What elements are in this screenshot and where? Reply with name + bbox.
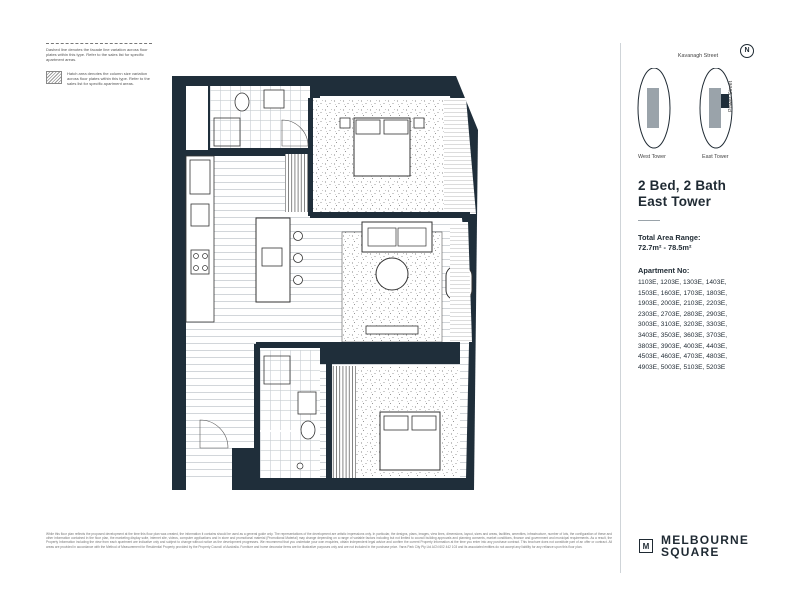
apartment-line: 4903E, 5003E, 5103E, 5203E [638, 363, 726, 371]
vanity-1 [264, 90, 284, 108]
sofa-cushion-b [398, 228, 426, 246]
coffee-table [376, 258, 408, 290]
north-arrow [740, 44, 754, 58]
east-tower-label: East Tower [702, 154, 729, 160]
facade-legend-text: Dashed line denotes the facade line variation across floor plates within this type. Refer to the sales list for specific apartment areas. [46, 47, 148, 62]
north-arrow-icon: N [744, 47, 750, 54]
area-label: Total Area Range: [638, 233, 701, 242]
west-tower-core [647, 88, 659, 128]
side-table-1a [340, 118, 350, 128]
logo-mark-icon: M [639, 539, 653, 553]
apartment-line: 3803E, 3903E, 4003E, 4403E, [638, 342, 728, 350]
island-sink [262, 248, 282, 266]
fridge [190, 160, 210, 194]
area-value: 72.7m² - 78.5m² [638, 243, 692, 252]
apartment-line: 1503E, 1603E, 1703E, 1803E, [638, 289, 728, 297]
key-plan [632, 44, 762, 172]
bed-2-pillow-a [384, 416, 408, 430]
apartment-line: 1103E, 1203E, 1303E, 1403E, [638, 279, 727, 286]
east-tower-core [709, 88, 721, 128]
brand-line1: MELBOURNE [661, 533, 750, 547]
unit-info [638, 178, 788, 373]
bedroom-1-side-wall [308, 98, 313, 216]
brand-line2: SQUARE [661, 545, 720, 559]
bath-2-vanity [298, 392, 316, 414]
ensuite-door-area [186, 86, 208, 150]
bathroom-1-wall [208, 148, 312, 154]
power-street-label: Power Street [728, 80, 734, 112]
street-top-label: Kavanagh Street [677, 53, 719, 59]
stool-3 [294, 276, 303, 285]
apartment-line: 4503E, 4603E, 4703E, 4803E, [638, 353, 728, 361]
bedroom-2-wall-2 [320, 342, 460, 364]
brand-logo [639, 534, 749, 558]
stool-2 [294, 254, 303, 263]
stool-1 [294, 232, 303, 241]
laundry-drain [297, 463, 303, 469]
hatch-legend-text: Hatch area denotes the column size variation across floor plates within this type. Refer to the sales list for specific apartment areas. [67, 71, 150, 86]
side-table-1b [414, 118, 424, 128]
apartment-line: 2303E, 2703E, 2803E, 2903E, [638, 310, 728, 318]
apartment-line: 3403E, 3503E, 3603E, 3703E, [638, 331, 728, 339]
apartment-label: Apartment No: [638, 266, 690, 275]
entry-gap [186, 478, 232, 490]
wardrobe-1 [285, 152, 311, 212]
bedroom-1-wall [310, 212, 470, 218]
brand-wordmark [661, 534, 749, 558]
west-tower-label: West Tower [638, 154, 666, 160]
bed-1-pillow-a [356, 120, 380, 134]
panel-divider [620, 43, 621, 573]
unit-title-line1: 2 Bed, 2 Bath [638, 178, 727, 193]
kitchen-sink [191, 204, 209, 226]
sofa-cushion-a [368, 228, 396, 246]
wardrobe-2 [332, 366, 356, 478]
entry-wall [232, 448, 256, 478]
laundry [260, 432, 320, 478]
toilet-2 [301, 421, 315, 439]
apartment-line: 1903E, 2003E, 2103E, 2203E, [638, 300, 728, 308]
tv-unit [366, 326, 418, 334]
bedroom-2-side-wall [326, 364, 332, 478]
title-rule [638, 220, 660, 221]
bed-1-pillow-b [384, 120, 408, 134]
bed-2-pillow-b [412, 416, 436, 430]
apartment-list [638, 278, 788, 373]
disclaimer: While this floor plan reflects the proposed development at the time this floor plan was created, the information it contains should be used as a general guide only. The representations of the development are artistic impressions only. In particular, the designs, plans, images, view lines, dimensions, layout, sizes and areas, facilities, amenities, infrastructure, number of lots, the configuration of these and other information contained in the floor plan, the marketing display suite, internet site, videos, computer applications and in store and promotional material (Promotional Material) may change depending on a range of variable factors including but not limited to council building approvals and planning consents, market conditions, finance and government and municipal requirements. As a result, the Property Information including the view from each apartment are indicative only and subject to change without notice as the development progresses. We recommend that you undertake your own enquiries, obtain independent legal advice and confirm the current Property Information at the time you enter into any purchase contract. This brochure does not constitute part of an offer or contract. All areas are provided in accordance with the Method of Measurement for Residential Property provided by the Property Council of Australia. Furniture and home decorator items are for illustrative purposes only and are not included in the purchase price. Yarra Park City Pty Ltd ACN 602 442 103 and its associated entities do not accept any liability for any reliance upon this floor plan. [46, 532, 612, 549]
unit-title-line2: East Tower [638, 194, 712, 209]
apartment-line: 3003E, 3103E, 3203E, 3303E, [638, 321, 728, 329]
toilet-1 [235, 93, 249, 111]
